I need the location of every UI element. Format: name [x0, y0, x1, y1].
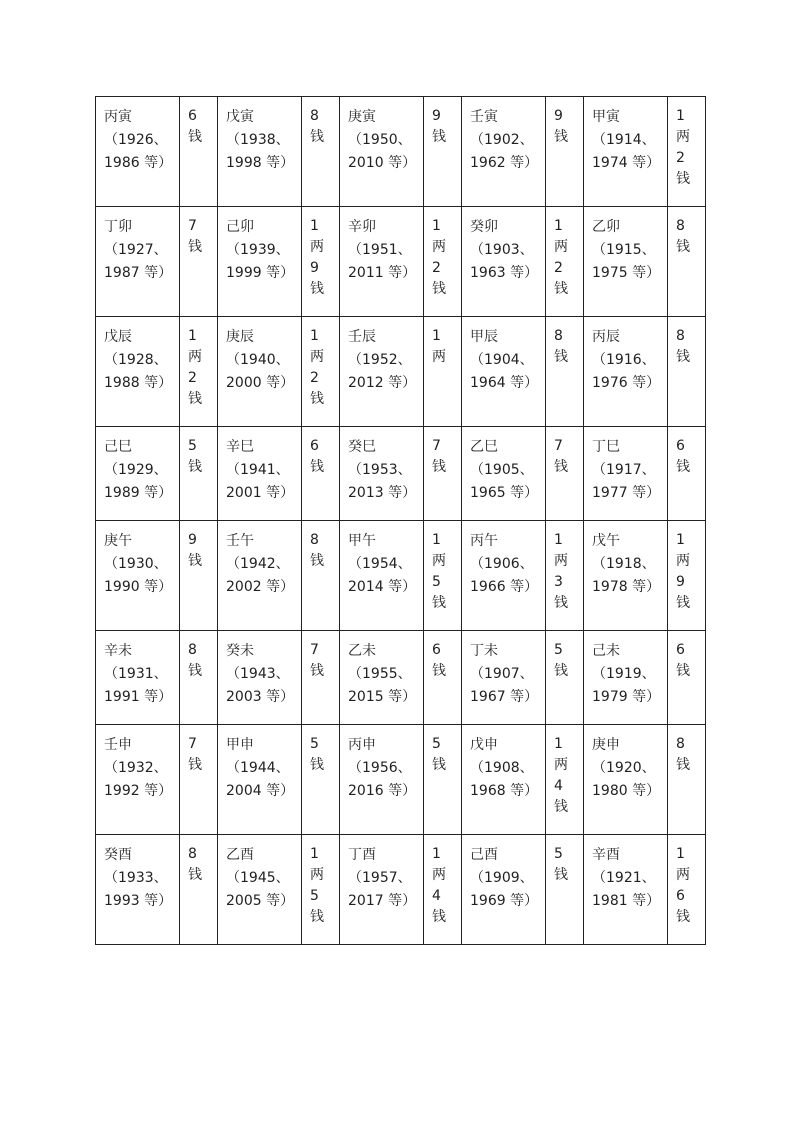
year-cell: [340, 521, 424, 631]
weight-value: 9钱: [188, 532, 202, 569]
weight-value: 5钱: [554, 846, 568, 883]
weight-cell: [302, 97, 340, 207]
weight-value: 1两9钱: [310, 218, 324, 297]
ganzhi-name: 庚申: [592, 737, 620, 753]
weight-value: 8钱: [310, 108, 324, 145]
year-range: （1918、 1978 等）: [592, 556, 661, 595]
weight-cell: [546, 835, 584, 945]
ganzhi-name: 丙午: [470, 533, 498, 549]
year-range: （1944、 2004 等）: [226, 760, 295, 799]
year-range: （1905、 1965 等）: [470, 462, 539, 501]
weight-cell: [668, 207, 706, 317]
ganzhi-name: 丙寅: [104, 109, 132, 125]
weight-cell: [668, 317, 706, 427]
year-range: （1957、 2017 等）: [348, 870, 417, 909]
ganzhi-name: 丙辰: [592, 329, 620, 345]
year-cell: [584, 631, 668, 725]
year-cell: [340, 97, 424, 207]
year-cell: [340, 427, 424, 521]
year-cell: [462, 317, 546, 427]
weight-value: 8钱: [554, 328, 568, 365]
ganzhi-name: 戊辰: [104, 329, 132, 345]
weight-cell: [302, 631, 340, 725]
year-cell: [584, 207, 668, 317]
weight-value: 1两2钱: [676, 108, 690, 187]
table-row: [96, 521, 706, 631]
year-range: （1945、 2005 等）: [226, 870, 295, 909]
weight-cell: [546, 207, 584, 317]
weight-value: 1两2钱: [554, 218, 568, 297]
year-cell: [462, 427, 546, 521]
weight-value: 8钱: [188, 642, 202, 679]
table-row: [96, 97, 706, 207]
weight-value: 8钱: [676, 218, 690, 255]
year-cell: [462, 631, 546, 725]
weight-cell: [424, 631, 462, 725]
year-range: （1930、 1990 等）: [104, 556, 173, 595]
ganzhi-name: 乙未: [348, 643, 376, 659]
ganzhi-name: 辛卯: [348, 219, 376, 235]
year-cell: [96, 725, 180, 835]
weight-value: 5钱: [188, 438, 202, 475]
weight-value: 1两2钱: [310, 328, 324, 407]
year-range: （1904、 1964 等）: [470, 352, 539, 391]
weight-cell: [546, 427, 584, 521]
year-range: （1956、 2016 等）: [348, 760, 417, 799]
weight-value: 9钱: [432, 108, 446, 145]
ganzhi-name: 己未: [592, 643, 620, 659]
year-range: （1902、 1962 等）: [470, 132, 539, 171]
weight-cell: [424, 317, 462, 427]
weight-cell: [424, 521, 462, 631]
table-row: [96, 835, 706, 945]
ganzhi-name: 丁卯: [104, 219, 132, 235]
year-cell: [218, 835, 302, 945]
weight-cell: [302, 317, 340, 427]
year-cell: [584, 521, 668, 631]
weight-value: 1两5钱: [310, 846, 324, 925]
year-cell: [462, 207, 546, 317]
weight-value: 8钱: [676, 736, 690, 773]
weight-cell: [180, 427, 218, 521]
weight-value: 1两3钱: [554, 532, 568, 611]
ganzhi-name: 戊午: [592, 533, 620, 549]
year-cell: [218, 97, 302, 207]
year-range: （1953、 2013 等）: [348, 462, 417, 501]
ganzhi-name: 己卯: [226, 219, 254, 235]
weight-value: 1两9钱: [676, 532, 690, 611]
weight-value: 1两5钱: [432, 532, 446, 611]
weight-cell: [424, 207, 462, 317]
year-cell: [96, 317, 180, 427]
year-range: （1955、 2015 等）: [348, 666, 417, 705]
weight-cell: [424, 97, 462, 207]
weight-value: 5钱: [432, 736, 446, 773]
weight-cell: [546, 317, 584, 427]
weight-value: 7钱: [432, 438, 446, 475]
weight-value: 7钱: [188, 218, 202, 255]
weight-value: 7钱: [310, 642, 324, 679]
weight-cell: [424, 427, 462, 521]
weight-cell: [302, 835, 340, 945]
year-range: （1943、 2003 等）: [226, 666, 295, 705]
year-range: （1929、 1989 等）: [104, 462, 173, 501]
weight-cell: [180, 631, 218, 725]
year-range: （1917、 1977 等）: [592, 462, 661, 501]
year-range: （1906、 1966 等）: [470, 556, 539, 595]
year-cell: [96, 207, 180, 317]
year-range: （1916、 1976 等）: [592, 352, 661, 391]
year-range: （1950、 2010 等）: [348, 132, 417, 171]
year-cell: [340, 725, 424, 835]
year-cell: [218, 521, 302, 631]
ganzhi-name: 丙申: [348, 737, 376, 753]
year-cell: [96, 521, 180, 631]
weight-value: 6钱: [310, 438, 324, 475]
weight-value: 1两2钱: [432, 218, 446, 297]
ganzhi-name: 癸卯: [470, 219, 498, 235]
ganzhi-name: 乙巳: [470, 439, 498, 455]
ganzhi-name: 庚辰: [226, 329, 254, 345]
ganzhi-name: 甲辰: [470, 329, 498, 345]
table-row: [96, 317, 706, 427]
year-range: （1940、 2000 等）: [226, 352, 295, 391]
year-range: （1942、 2002 等）: [226, 556, 295, 595]
year-range: （1931、 1991 等）: [104, 666, 173, 705]
year-cell: [584, 317, 668, 427]
weight-value: 1两4钱: [432, 846, 446, 925]
year-range: （1907、 1967 等）: [470, 666, 539, 705]
year-cell: [462, 521, 546, 631]
year-cell: [96, 427, 180, 521]
ganzhi-name: 甲申: [226, 737, 254, 753]
year-range: （1938、 1998 等）: [226, 132, 295, 171]
weight-value: 6钱: [676, 642, 690, 679]
ganzhi-name: 丁巳: [592, 439, 620, 455]
year-range: （1933、 1993 等）: [104, 870, 173, 909]
year-cell: [584, 427, 668, 521]
weight-value: 1两2钱: [188, 328, 202, 407]
ganzhi-name: 壬申: [104, 737, 132, 753]
year-cell: [340, 631, 424, 725]
year-range: （1954、 2014 等）: [348, 556, 417, 595]
year-cell: [462, 97, 546, 207]
weight-cell: [180, 835, 218, 945]
year-range: （1914、 1974 等）: [592, 132, 661, 171]
table-row: [96, 427, 706, 521]
ganzhi-name: 戊寅: [226, 109, 254, 125]
weight-value: 7钱: [188, 736, 202, 773]
weight-cell: [180, 317, 218, 427]
year-range: （1939、 1999 等）: [226, 242, 295, 281]
table-body: [96, 97, 706, 945]
year-range: （1908、 1968 等）: [470, 760, 539, 799]
weight-value: 8钱: [188, 846, 202, 883]
weight-cell: [180, 521, 218, 631]
year-cell: [462, 725, 546, 835]
ganzhi-name: 辛巳: [226, 439, 254, 455]
year-range: （1920、 1980 等）: [592, 760, 661, 799]
weight-value: 8钱: [310, 532, 324, 569]
weight-cell: [546, 725, 584, 835]
weight-cell: [668, 725, 706, 835]
bone-weight-table: [95, 96, 706, 945]
year-range: （1909、 1969 等）: [470, 870, 539, 909]
year-cell: [584, 97, 668, 207]
ganzhi-name: 甲寅: [592, 109, 620, 125]
year-range: （1926、 1986 等）: [104, 132, 173, 171]
year-cell: [340, 317, 424, 427]
ganzhi-name: 辛酉: [592, 847, 620, 863]
year-range: （1919、 1979 等）: [592, 666, 661, 705]
weight-cell: [180, 207, 218, 317]
year-range: （1951、 2011 等）: [348, 242, 417, 281]
year-cell: [340, 207, 424, 317]
ganzhi-name: 戊申: [470, 737, 498, 753]
weight-value: 9钱: [554, 108, 568, 145]
year-cell: [96, 631, 180, 725]
weight-value: 1两: [432, 328, 446, 365]
year-cell: [218, 725, 302, 835]
weight-value: 8钱: [676, 328, 690, 365]
weight-value: 1两6钱: [676, 846, 690, 925]
year-cell: [218, 317, 302, 427]
weight-value: 6钱: [188, 108, 202, 145]
year-range: （1932、 1992 等）: [104, 760, 173, 799]
weight-cell: [668, 427, 706, 521]
weight-cell: [546, 631, 584, 725]
year-cell: [96, 97, 180, 207]
weight-value: 5钱: [310, 736, 324, 773]
ganzhi-name: 壬寅: [470, 109, 498, 125]
weight-cell: [668, 631, 706, 725]
year-range: （1903、 1963 等）: [470, 242, 539, 281]
year-cell: [340, 835, 424, 945]
year-range: （1928、 1988 等）: [104, 352, 173, 391]
year-range: （1927、 1987 等）: [104, 242, 173, 281]
ganzhi-name: 癸酉: [104, 847, 132, 863]
weight-value: 5钱: [554, 642, 568, 679]
weight-value: 1两4钱: [554, 736, 568, 815]
weight-cell: [668, 97, 706, 207]
year-range: （1941、 2001 等）: [226, 462, 295, 501]
year-cell: [96, 835, 180, 945]
year-range: （1952、 2012 等）: [348, 352, 417, 391]
weight-value: 6钱: [676, 438, 690, 475]
ganzhi-name: 己巳: [104, 439, 132, 455]
weight-cell: [546, 521, 584, 631]
weight-cell: [424, 725, 462, 835]
weight-cell: [180, 97, 218, 207]
ganzhi-name: 甲午: [348, 533, 376, 549]
weight-cell: [668, 521, 706, 631]
ganzhi-name: 庚午: [104, 533, 132, 549]
ganzhi-name: 壬午: [226, 533, 254, 549]
ganzhi-name: 乙卯: [592, 219, 620, 235]
year-cell: [218, 207, 302, 317]
weight-cell: [302, 725, 340, 835]
weight-cell: [302, 427, 340, 521]
ganzhi-name: 丁未: [470, 643, 498, 659]
year-cell: [218, 427, 302, 521]
year-cell: [462, 835, 546, 945]
table-row: [96, 207, 706, 317]
ganzhi-name: 丁酉: [348, 847, 376, 863]
weight-value: 7钱: [554, 438, 568, 475]
table-row: [96, 631, 706, 725]
weight-value: 6钱: [432, 642, 446, 679]
year-range: （1921、 1981 等）: [592, 870, 661, 909]
table-row: [96, 725, 706, 835]
ganzhi-name: 己酉: [470, 847, 498, 863]
ganzhi-name: 癸未: [226, 643, 254, 659]
year-cell: [584, 835, 668, 945]
ganzhi-name: 壬辰: [348, 329, 376, 345]
year-cell: [584, 725, 668, 835]
ganzhi-name: 庚寅: [348, 109, 376, 125]
weight-cell: [180, 725, 218, 835]
weight-cell: [546, 97, 584, 207]
ganzhi-name: 癸巳: [348, 439, 376, 455]
weight-cell: [424, 835, 462, 945]
ganzhi-name: 乙酉: [226, 847, 254, 863]
year-cell: [218, 631, 302, 725]
weight-cell: [302, 521, 340, 631]
weight-cell: [302, 207, 340, 317]
year-range: （1915、 1975 等）: [592, 242, 661, 281]
weight-cell: [668, 835, 706, 945]
ganzhi-name: 辛未: [104, 643, 132, 659]
